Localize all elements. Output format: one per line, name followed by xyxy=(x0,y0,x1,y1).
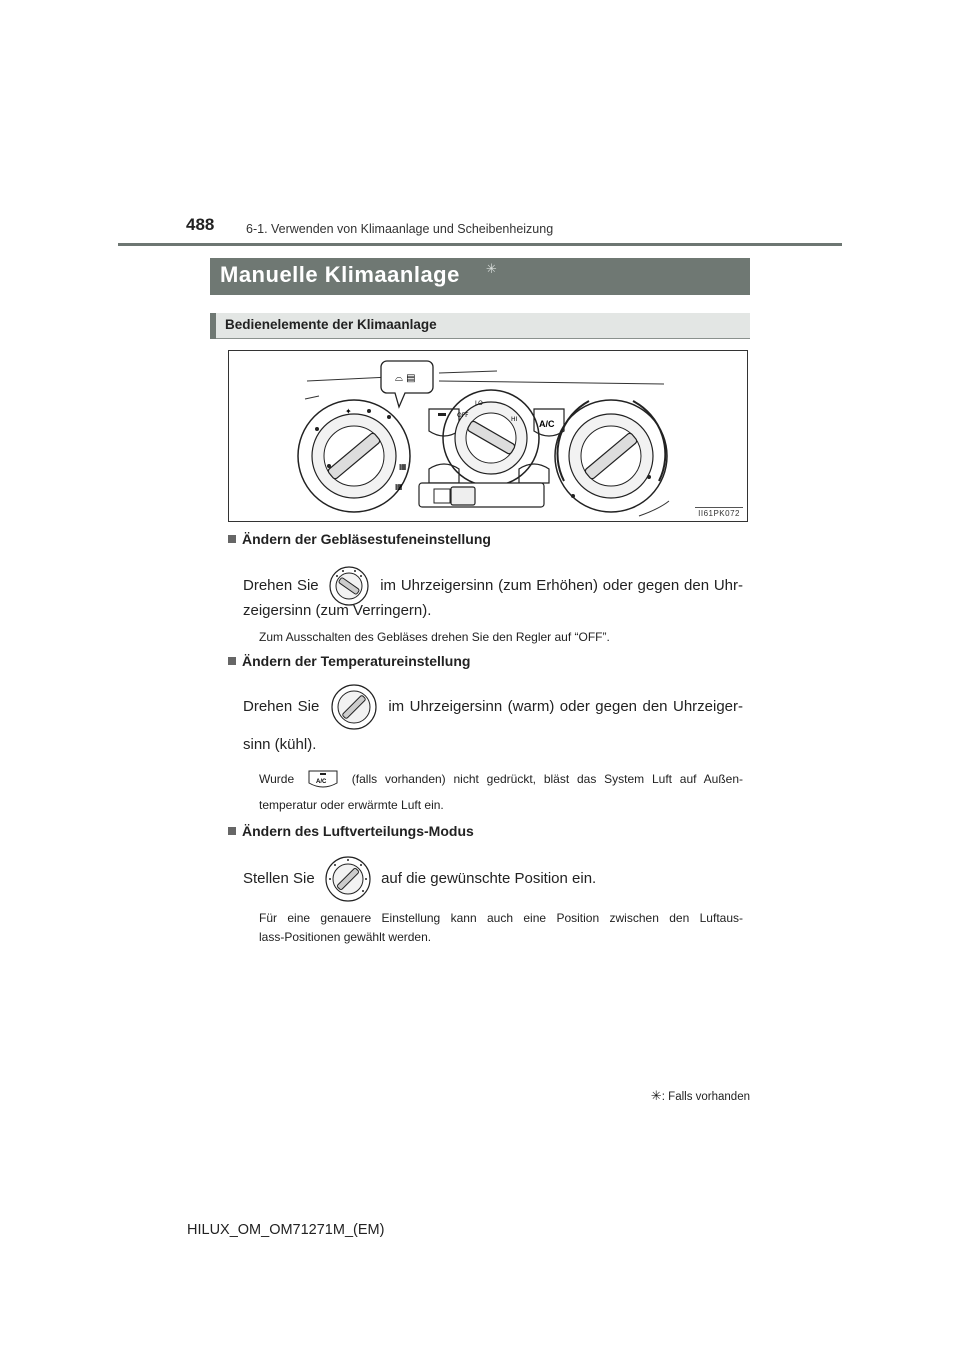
mode-knob-icon xyxy=(325,856,371,902)
footnote-text: : Falls vorhanden xyxy=(661,1091,750,1103)
svg-text:OFF: OFF xyxy=(457,412,469,419)
svg-text:LO: LO xyxy=(475,400,483,407)
text-segment: Wurde xyxy=(259,772,295,787)
ac-label: A/C xyxy=(539,419,555,429)
heading-temperature-text: Ändern der Temperatureinstellung xyxy=(242,653,471,669)
optional-star-icon: ✳ xyxy=(650,1088,662,1103)
bullet-square-icon xyxy=(228,535,236,543)
text-segment: Drehen Sie xyxy=(243,698,320,715)
temperature-knob-icon xyxy=(331,684,377,730)
bullet-square-icon xyxy=(228,657,236,665)
heading-temperature xyxy=(228,653,470,669)
heading-air-distribution xyxy=(228,823,474,839)
svg-text:▦: ▦ xyxy=(395,482,403,491)
svg-text:⌓ ▤: ⌓ ▤ xyxy=(395,373,416,384)
subsection-accent xyxy=(210,313,216,339)
subsection-bar xyxy=(210,313,750,339)
ac-button-icon xyxy=(308,770,338,790)
paragraph-temperature-line2: sinn (kühl). xyxy=(243,736,317,753)
text-segment: auf die gewünschte Position ein. xyxy=(381,870,597,887)
section-title: Manuelle Klimaanlage xyxy=(220,262,460,287)
text-segment: im Uhrzeigersinn (warm) oder gegen den Uhrzeiger- xyxy=(388,698,744,715)
figure-id: II61PK072 xyxy=(695,507,743,518)
chapter-title: 6-1. Verwenden von Klimaanlage und Scheibenheizung xyxy=(246,222,554,236)
bullet-square-icon xyxy=(228,827,236,835)
page-number: 488 xyxy=(186,215,215,234)
paragraph-temperature-line1 xyxy=(243,684,743,730)
header-rule xyxy=(118,243,842,246)
fan-dial-illustration xyxy=(443,390,539,486)
note-temperature-line1 xyxy=(259,770,743,790)
svg-text:▦: ▦ xyxy=(399,462,407,471)
text-segment: Drehen Sie xyxy=(243,576,319,594)
text-segment: im Uhrzeigersinn (zum Erhöhen) oder gegen den Uhr- xyxy=(380,576,743,594)
footnote xyxy=(651,1088,750,1104)
svg-text:A/C: A/C xyxy=(315,779,327,785)
note-air-distribution-line2: lass-Positionen gewählt werden. xyxy=(259,930,432,944)
optional-star-icon: ✳ xyxy=(486,261,497,276)
subsection-title: Bedienelemente der Klimaanlage xyxy=(225,317,437,332)
paragraph-fan-speed-line2: zeigersinn (zum Verringern). xyxy=(243,602,432,619)
document-code: HILUX_OM_OM71271M_(EM) xyxy=(187,1222,385,1238)
note-air-distribution-line1: Für eine genauere Einstellung kann auch eine Position zwischen den Luftaus- xyxy=(259,911,743,925)
heading-air-distribution-text: Ändern des Luftverteilungs-Modus xyxy=(242,823,474,839)
temperature-dial-illustration xyxy=(555,400,667,512)
note-fan-off: Zum Ausschalten des Gebläses drehen Sie den Regler auf “OFF”. xyxy=(259,630,610,644)
heading-fan-speed xyxy=(228,531,491,547)
climate-control-figure xyxy=(228,350,748,522)
heading-fan-speed-text: Ändern der Gebläsestufeneinstellung xyxy=(242,531,491,547)
mode-dial-illustration xyxy=(298,400,410,512)
text-segment: (falls vorhanden) nicht gedrückt, bläst das System Luft auf Außen- xyxy=(351,772,743,787)
svg-text:✦: ✦ xyxy=(345,407,352,416)
text-segment: Stellen Sie xyxy=(243,870,315,887)
paragraph-air-distribution-line1 xyxy=(243,856,596,902)
svg-text:HI: HI xyxy=(511,416,518,423)
section-title-bar xyxy=(210,258,750,295)
climate-panel-illustration xyxy=(229,351,747,521)
note-temperature-line2: temperatur oder erwärmte Luft ein. xyxy=(259,798,444,812)
